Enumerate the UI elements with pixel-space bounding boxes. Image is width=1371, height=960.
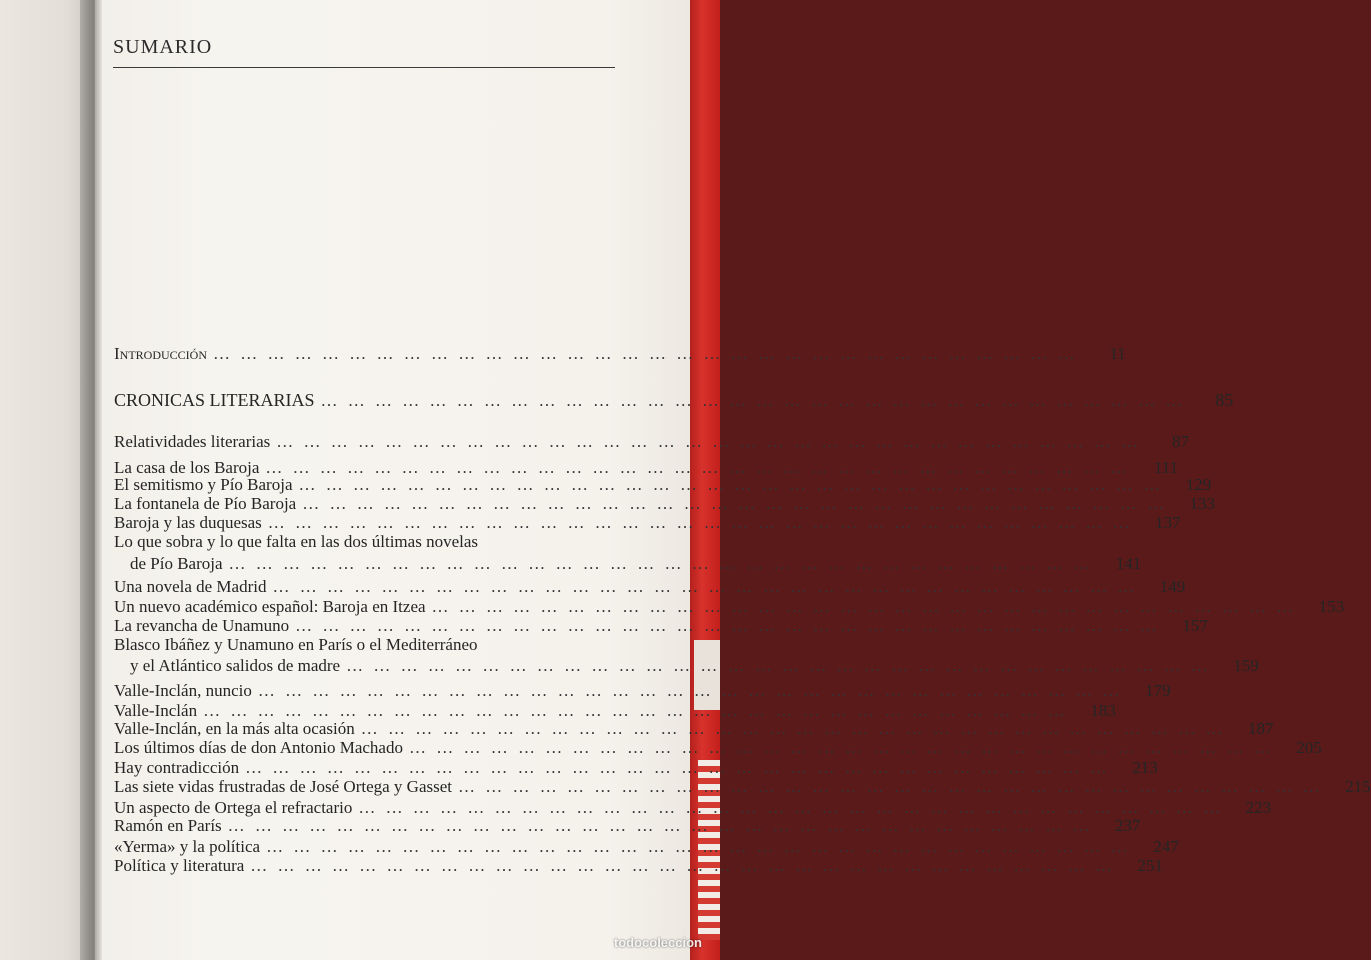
toc-entry <box>114 531 624 552</box>
toc-entry-page: 187 <box>1247 719 1274 738</box>
toc-entry-label: Baroja y las duquesas <box>114 513 262 532</box>
dot-leader: … … … … … … … … … … … … … … … … … … … … … … … … … … … … … … … … <box>213 344 1078 363</box>
toc-entry <box>114 493 1215 514</box>
toc-section-page: 85 <box>1215 390 1234 410</box>
toc-entry-label: La fontanela de Pío Baroja <box>114 494 297 513</box>
toc-intro <box>114 343 1126 364</box>
toc-entry-page: 159 <box>1233 656 1259 675</box>
toc-entry-label: El semitismo y Pío Baroja <box>114 475 293 494</box>
toc-entry-label: Hay contradicción <box>114 758 240 777</box>
toc-entry <box>114 815 1141 836</box>
toc-entry <box>114 836 1179 857</box>
toc-entry-continuation <box>130 655 1259 676</box>
toc-entry-page: 87 <box>1172 432 1189 451</box>
toc-entry <box>114 855 1164 876</box>
toc-entry-label: Valle-Inclán, nuncio <box>114 681 252 700</box>
dot-leader: … … … … … … … … … … … … … … … … … … … … … … … … … … … … … … … … <box>245 758 1110 777</box>
dot-leader: … … … … … … … … … … … … … … … … … … … … … … … … … … … … … … … … <box>408 738 1274 757</box>
toc-entry-page: 205 <box>1296 738 1322 757</box>
toc-section <box>114 390 1234 411</box>
dot-leader: … … … … … … … … … … … … … … … … … … … … … … … … … … … … … … … … <box>267 513 1133 532</box>
dot-leader: … … … … … … … … … … … … … … … … … … … … … … … … … … … … … … … … <box>302 494 1167 513</box>
toc-entry <box>114 512 1181 533</box>
toc-entry <box>114 431 1189 452</box>
toc-section-label: CRONICAS LITERARIAS <box>114 390 315 410</box>
toc-entry-page: 179 <box>1145 681 1171 700</box>
toc-entry-page: 149 <box>1159 577 1186 596</box>
toc-entry-page: 213 <box>1132 758 1158 777</box>
toc-entry <box>114 776 1371 797</box>
toc-entry-page: 129 <box>1185 475 1212 494</box>
toc-entry-page: 247 <box>1153 837 1179 856</box>
toc-entry-label: La revancha de Unamuno <box>114 616 290 635</box>
toc-entry-page: 215 <box>1345 777 1371 796</box>
toc-entry-cont-label: de Pío Baroja <box>130 554 223 573</box>
toc-entry-page: 153 <box>1318 597 1345 616</box>
toc-entry-page: 137 <box>1155 513 1181 532</box>
toc-entry-label: Relatividades literarias <box>114 432 271 451</box>
toc-entry-label: Valle-Inclán <box>114 701 198 720</box>
toc-entry-page: 183 <box>1090 701 1116 720</box>
watermark: todocoleccion <box>613 935 702 950</box>
dot-leader: … … … … … … … … … … … … … … … … … … … … … … … … … … … … … … … … <box>272 577 1138 596</box>
dot-leader: … … … … … … … … … … … … … … … … … … … … … … … … … … … … … … … … <box>257 681 1123 700</box>
toc-entry-label: Lo que sobra y lo que falta en las dos últimas novelas <box>114 532 478 551</box>
toc-entry-label: Una novela de Madrid <box>114 577 267 596</box>
dot-leader: … … … … … … … … … … … … … … … … … … … … … … … … … … … … … … … … <box>228 554 1094 573</box>
toc-entry-label: Política y literatura <box>114 856 245 875</box>
dot-leader: … … … … … … … … … … … … … … … … … … … … … … … … … … … … … … … … <box>431 597 1297 616</box>
toc-entry <box>114 680 1171 701</box>
toc-entry <box>114 718 1274 739</box>
dot-leader: … … … … … … … … … … … … … … … … … … … … … … … … … … … … … … … … <box>358 798 1224 817</box>
toc-entry-label: Valle-Inclán, en la más alta ocasión <box>114 719 355 738</box>
dot-leader: … … … … … … … … … … … … … … … … … … … … … … … … … … … … … … … … <box>276 432 1141 451</box>
toc-entry-page: 133 <box>1189 494 1215 513</box>
dot-leader: … … … … … … … … … … … … … … … … … … … … … … … … … … … … … … … … <box>346 656 1211 675</box>
toc-entry <box>114 634 624 655</box>
dot-leader: … … … … … … … … … … … … … … … … … … … … … … … … … … … … … … … … <box>265 458 1131 477</box>
toc-entry-continuation <box>130 553 1142 574</box>
toc-entry <box>114 576 1186 597</box>
page-title: SUMARIO <box>113 36 213 58</box>
toc-entry <box>114 757 1158 778</box>
toc-entry-page: 111 <box>1153 458 1179 477</box>
dot-leader: … … … … … … … … … … … … … … … … … … … … … … … … … … … … … … … … <box>458 777 1323 796</box>
toc-entry-label: Un aspecto de Ortega el refractario <box>114 798 353 817</box>
toc-entry-page: 157 <box>1182 616 1208 635</box>
toc-entry-label: Los últimos días de don Antonio Machado <box>114 738 403 757</box>
toc-entry-label: Ramón en París <box>114 816 222 835</box>
dot-leader: … … … … … … … … … … … … … … … … … … … … … … … … … … … … … … … … <box>203 701 1068 720</box>
dot-leader: … … … … … … … … … … … … … … … … … … … … … … … … … … … … … … … … <box>295 616 1160 635</box>
dot-leader: … … … … … … … … … … … … … … … … … … … … … … … … … … … … … … … … <box>250 856 1116 875</box>
toc-entry-label: Blasco Ibáñez y Unamuno en París o el Mediterráneo <box>114 635 478 654</box>
book-gutter <box>80 0 102 960</box>
dot-leader: … … … … … … … … … … … … … … … … … … … … … … … … … … … … … … … … <box>298 475 1164 494</box>
toc-entry <box>114 596 1345 617</box>
toc-intro-page: 11 <box>1109 344 1126 363</box>
toc-entry-label: Las siete vidas frustradas de José Ortega y Gasset <box>114 777 453 796</box>
toc-entry-cont-label: y el Atlántico salidos de madre <box>130 656 341 675</box>
toc-entry-label: Un nuevo académico español: Baroja en Itzea <box>114 597 426 616</box>
title-rule <box>113 67 615 68</box>
toc-entry-page: 223 <box>1245 798 1272 817</box>
toc-entry <box>114 615 1208 636</box>
dot-leader: … … … … … … … … … … … … … … … … … … … … … … … … … … … … … … … … <box>266 837 1131 856</box>
toc-intro-label: Introducción <box>114 344 207 363</box>
dot-leader: … … … … … … … … … … … … … … … … … … … … … … … … … … … … … … … … <box>360 719 1226 738</box>
toc-entry-page: 237 <box>1114 816 1141 835</box>
toc-entry-page: 251 <box>1137 856 1164 875</box>
toc-entry-label: «Yerma» y la política <box>114 837 261 856</box>
toc-entry <box>114 474 1212 495</box>
toc-entry-label: La casa de los Baroja <box>114 458 260 477</box>
dot-leader: … … … … … … … … … … … … … … … … … … … … … … … … … … … … … … … … <box>227 816 1093 835</box>
dot-leader: … … … … … … … … … … … … … … … … … … … … … … … … … … … … … … … … <box>320 391 1186 410</box>
toc-entry <box>114 737 1322 758</box>
toc-entry-page: 141 <box>1115 554 1142 573</box>
